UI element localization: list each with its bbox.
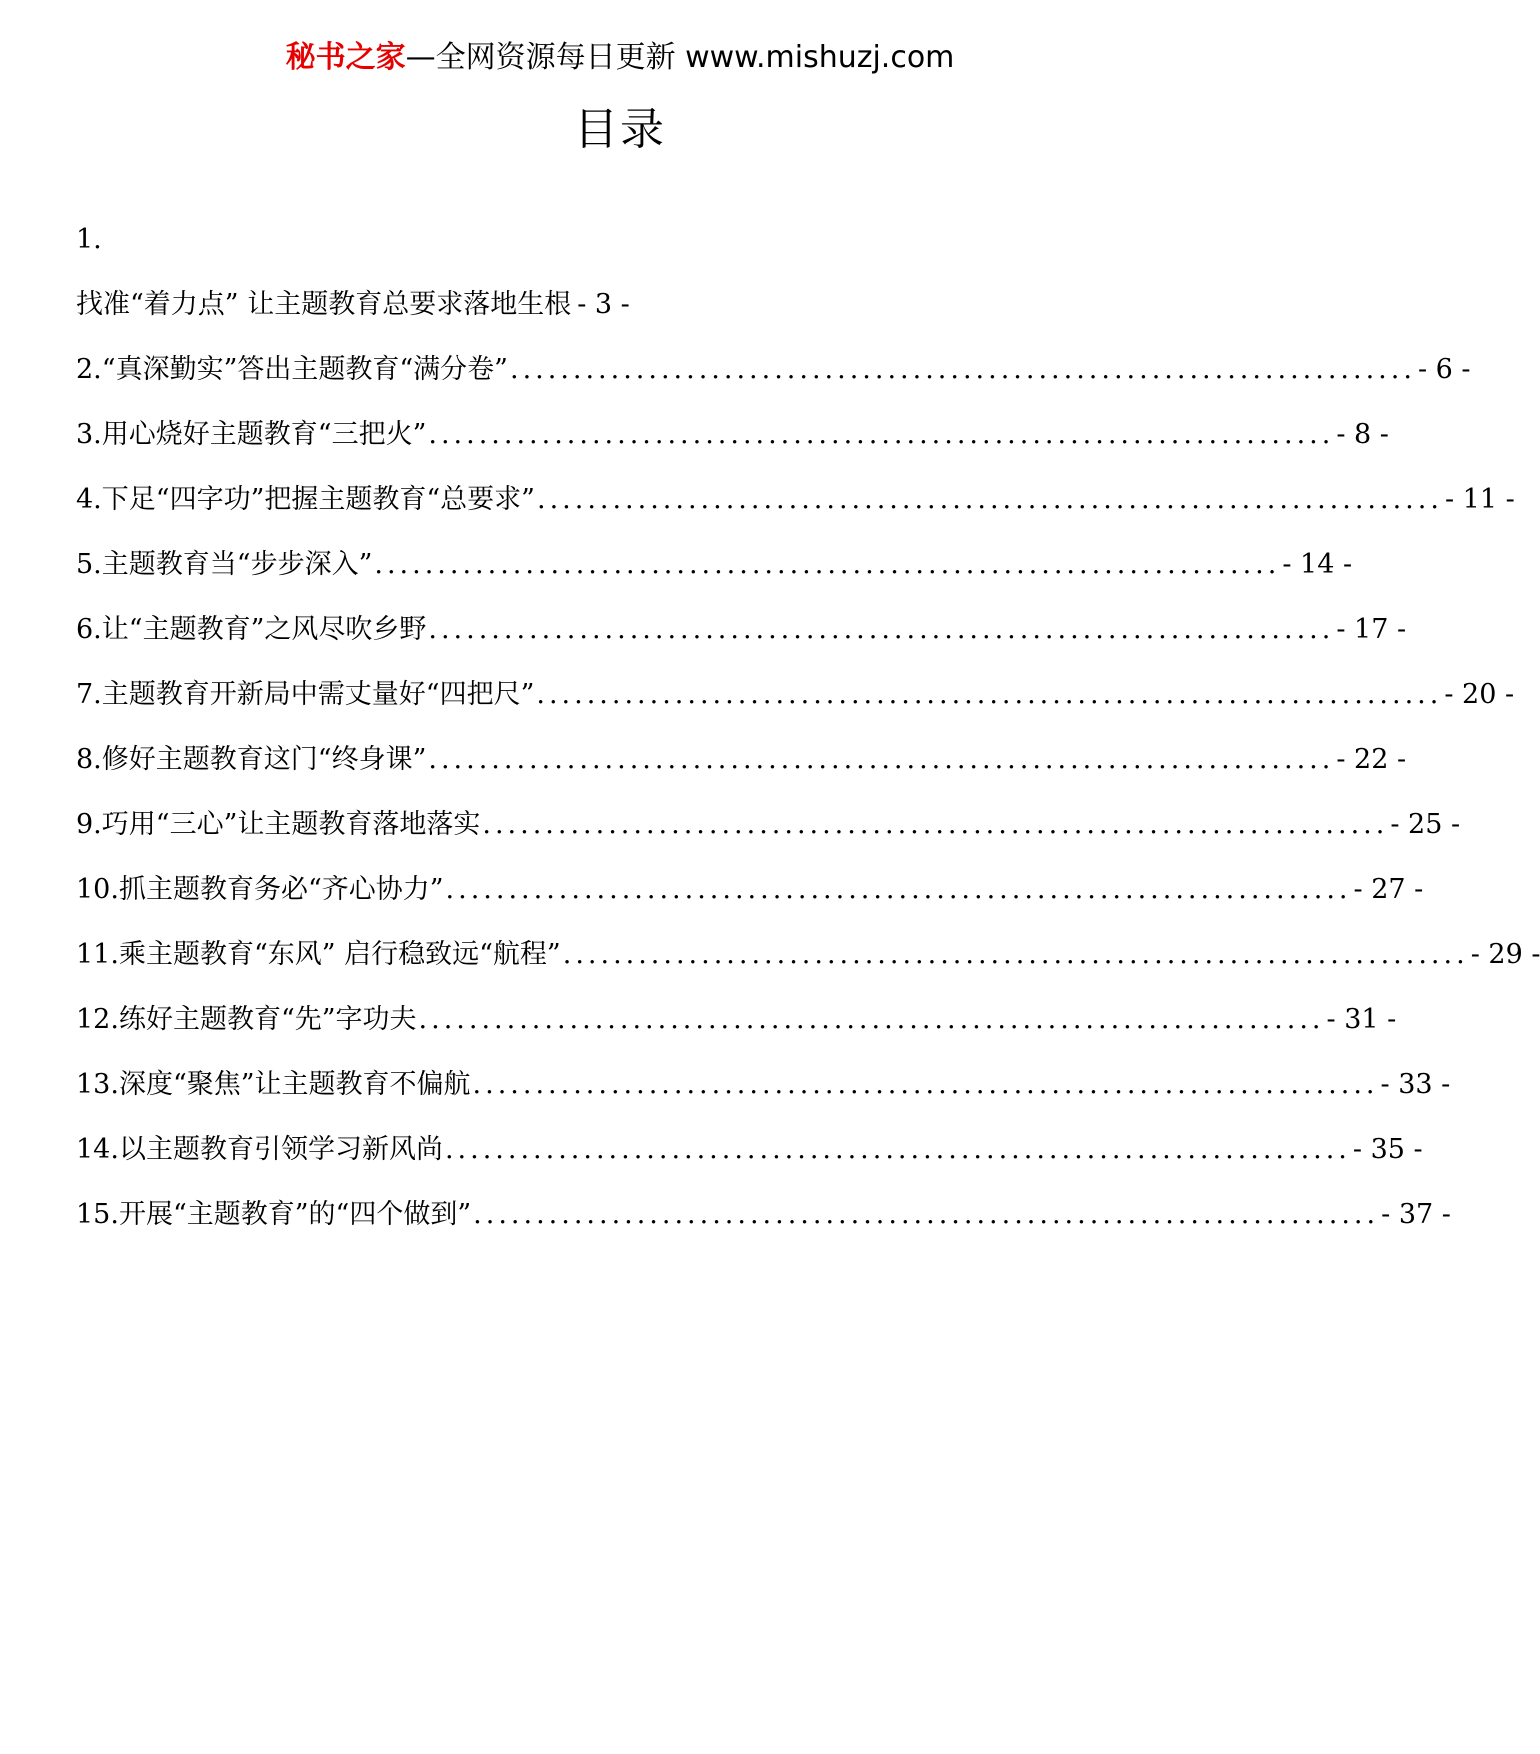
- toc-entry-11[interactable]: [76, 935, 1540, 1000]
- dot-leader: ........................................................................: [536, 484, 1443, 515]
- toc-entry-page: - 35 -: [1352, 1134, 1423, 1165]
- toc-entry-title: 找准“着力点” 让主题教育总要求落地生根: [76, 289, 572, 320]
- dot-leader: ........................................................................: [536, 679, 1443, 710]
- site-slogan: —全网资源每日更新 www.mishuzj.com: [405, 40, 955, 75]
- toc-entry-7[interactable]: [76, 675, 1515, 740]
- toc-entry-page: - 14 -: [1282, 549, 1353, 580]
- toc-entry-title: 7.主题教育开新局中需丈量好“四把尺”: [76, 679, 535, 710]
- toc-entry-page: - 31 -: [1326, 1004, 1397, 1035]
- toc-entry-title: 2.“真深勤实”答出主题教育“满分卷”: [76, 354, 508, 385]
- toc-entry-page: - 27 -: [1353, 874, 1424, 905]
- toc-entry-title: 11.乘主题教育“东风” 启行稳致远“航程”: [76, 939, 561, 970]
- toc-entry-10[interactable]: [76, 870, 1424, 935]
- toc-entry-title: 8.修好主题教育这门“终身课”: [76, 744, 427, 775]
- toc-entry-page: - 33 -: [1380, 1069, 1451, 1100]
- dot-leader: ........................................................................: [562, 939, 1469, 970]
- toc-entry-title: 12.练好主题教育“先”字功夫: [76, 1004, 417, 1035]
- toc-entry-8[interactable]: [76, 740, 1407, 805]
- toc-entry-page: - 6 -: [1417, 354, 1471, 385]
- toc-entry-page: - 22 -: [1336, 744, 1407, 775]
- toc-entry-1[interactable]: [76, 285, 1164, 350]
- toc-entry-2[interactable]: [76, 350, 1471, 415]
- toc-entry-title: 14.以主题教育引领学习新风尚: [76, 1134, 443, 1165]
- toc-entry-5[interactable]: [76, 545, 1353, 610]
- page-title: 目录: [574, 104, 666, 155]
- toc-entry-page: - 25 -: [1390, 809, 1461, 840]
- toc-entry-13[interactable]: [76, 1065, 1451, 1130]
- toc-entry-title: 9.巧用“三心”让主题教育落地落实: [76, 809, 481, 840]
- toc-entry-14[interactable]: [76, 1130, 1423, 1195]
- table-of-contents: [76, 220, 1540, 1260]
- toc-entry-page: - 20 -: [1444, 679, 1515, 710]
- toc-entry-12[interactable]: [76, 1000, 1397, 1065]
- toc-entry-page: - 29 -: [1470, 939, 1540, 970]
- dot-leader: ........................................................................: [482, 809, 1389, 840]
- toc-entry-title: 13.深度“聚焦”让主题教育不偏航: [76, 1069, 471, 1100]
- toc-entry-15[interactable]: [76, 1195, 1451, 1260]
- toc-entry-title: 4.下足“四字功”把握主题教育“总要求”: [76, 484, 535, 515]
- toc-entry-6[interactable]: [76, 610, 1407, 675]
- dot-leader: ........................................................................: [445, 874, 1352, 905]
- dot-leader: ........................................................................: [418, 1004, 1325, 1035]
- dot-leader: ........................................................................: [444, 1134, 1351, 1165]
- toc-entry-9[interactable]: [76, 805, 1461, 870]
- toc-entry-1-number[interactable]: 1.: [76, 224, 102, 255]
- toc-entry-title: 3.用心烧好主题教育“三把火”: [76, 419, 427, 450]
- brand-name: 秘书之家: [285, 40, 406, 75]
- site-header: [0, 38, 1240, 78]
- dot-leader: ........................................................................: [472, 1069, 1379, 1100]
- toc-entry-title: 10.抓主题教育务必“齐心协力”: [76, 874, 444, 905]
- toc-entry-page: - 8 -: [1336, 419, 1389, 450]
- dot-leader: ........................................................................: [509, 354, 1416, 385]
- toc-entry-3[interactable]: [76, 415, 1389, 480]
- toc-entry-page: - 3 -: [577, 289, 630, 320]
- toc-entry-title: 6.让“主题教育”之风尽吹乡野: [76, 614, 427, 645]
- toc-entry-title: 15.开展“主题教育”的“四个做到”: [76, 1199, 472, 1230]
- toc-entry-page: - 37 -: [1381, 1199, 1451, 1230]
- dot-leader: ........................................................................: [374, 549, 1281, 580]
- dot-leader: ........................................................................: [473, 1199, 1380, 1230]
- toc-entry-4[interactable]: [76, 480, 1515, 545]
- dot-leader: ........................................................................: [428, 419, 1335, 450]
- toc-entry-page: - 11 -: [1444, 484, 1515, 515]
- dot-leader: ........................................................................: [428, 744, 1335, 775]
- dot-leader: ........................................................................: [428, 614, 1335, 645]
- toc-entry-page: - 17 -: [1336, 614, 1407, 645]
- toc-entry-title: 5.主题教育当“步步深入”: [76, 549, 373, 580]
